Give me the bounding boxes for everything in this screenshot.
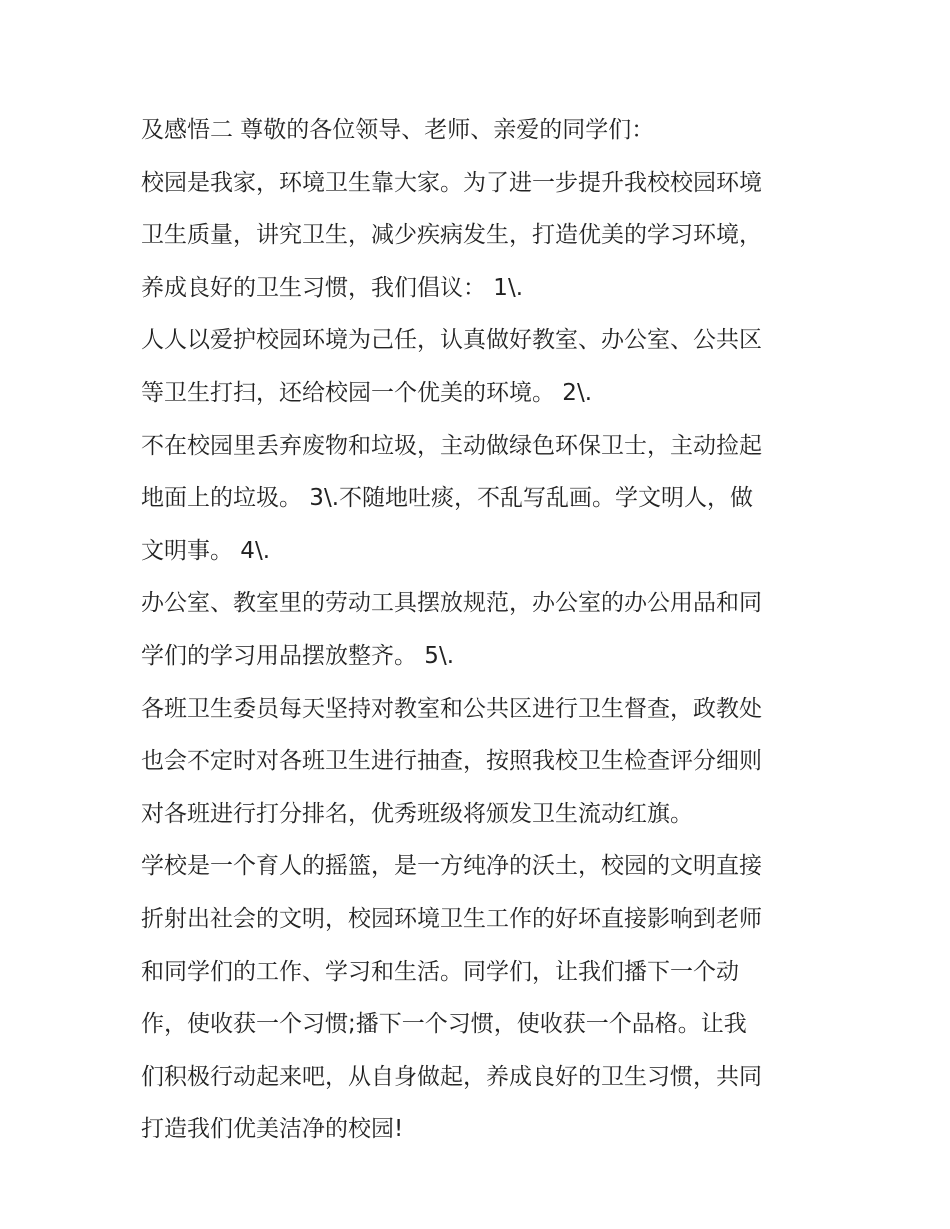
- text-line-8: 地面上的垃圾。 3\.不随地吐痰，不乱写乱画。学文明人，做: [141, 485, 754, 512]
- text-line-12: 各班卫生委员每天坚持对教室和公共区进行卫生督查，政教处: [141, 695, 762, 722]
- text-line-5: 人人以爱护校园环境为己任，认真做好教室、办公室、公共区: [141, 327, 762, 354]
- text-line-4: 养成良好的卫生习惯，我们倡议： 1\.: [141, 274, 524, 301]
- text-line-18: 作，使收获一个习惯;播下一个习惯，使收获一个品格。让我: [141, 1011, 747, 1038]
- text-line-9: 文明事。 4\.: [141, 537, 271, 564]
- text-line-16: 折射出社会的文明，校园环境卫生工作的好坏直接影响到老师: [141, 905, 762, 932]
- text-line-10: 办公室、教室里的劳动工具摆放规范，办公室的办公用品和同: [141, 590, 762, 617]
- text-line-17: 和同学们的工作、学习和生活。同学们，让我们播下一个动: [141, 958, 739, 985]
- text-line-3: 卫生质量，讲究卫生，减少疾病发生，打造优美的学习环境，: [141, 222, 762, 249]
- text-line-2: 校园是我家，环境卫生靠大家。为了进一步提升我校校园环境: [141, 169, 762, 196]
- text-line-20: 打造我们优美洁净的校园!: [141, 1116, 404, 1143]
- text-line-19: 们积极行动起来吧，从自身做起，养成良好的卫生习惯，共同: [141, 1063, 762, 1090]
- text-line-7: 不在校园里丢弃废物和垃圾，主动做绿色环保卫士，主动捡起: [141, 432, 762, 459]
- text-line-1: 及感悟二 尊敬的各位领导、老师、亲爱的同学们：: [141, 117, 655, 143]
- text-line-6: 等卫生打扫，还给校园一个优美的环境。 2\.: [141, 379, 593, 406]
- document-body: [141, 110, 821, 1162]
- text-line-15: 学校是一个育人的摇篮，是一方纯净的沃土，校园的文明直接: [141, 853, 762, 880]
- text-line-11: 学们的学习用品摆放整齐。 5\.: [141, 642, 455, 669]
- text-line-13: 也会不定时对各班卫生进行抽查，按照我校卫生检查评分细则: [141, 748, 762, 775]
- text-line-14: 对各班进行打分排名，优秀班级将颁发卫生流动红旗。: [141, 800, 693, 827]
